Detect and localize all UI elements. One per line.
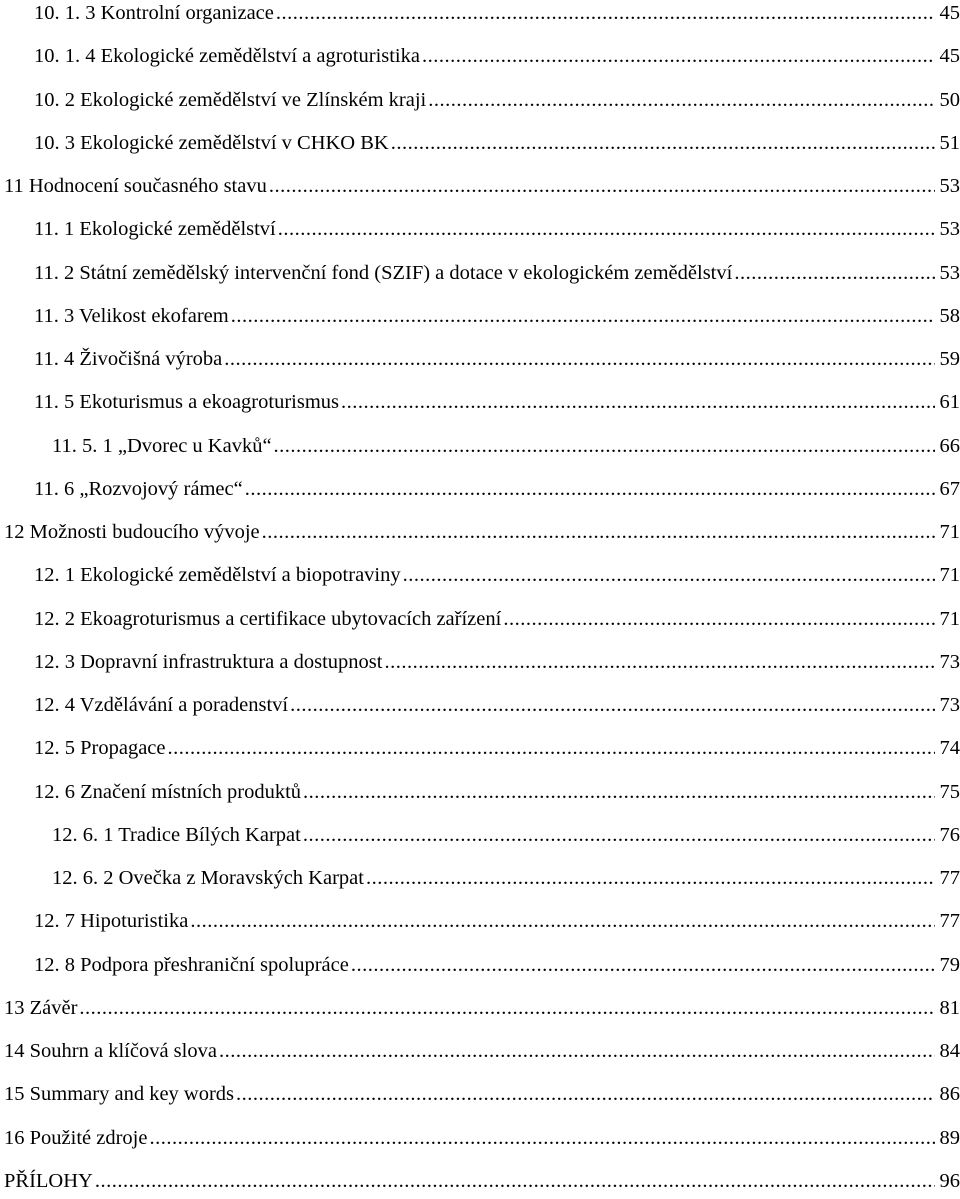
toc-dot-leader xyxy=(95,1165,935,1197)
toc-dot-leader xyxy=(384,646,935,678)
toc-entry-page-number: 73 xyxy=(939,694,960,716)
toc-entry-title: 12. 2 Ekoagroturismus a certifikace ubytovacích zařízení xyxy=(34,607,502,630)
toc-entry-title: 14 Souhrn a klíčová slova xyxy=(4,1040,217,1062)
toc-entry-title: 11. 5. 1 „Dvorec u Kavků“ xyxy=(52,434,272,457)
toc-entry-page-number: 89 xyxy=(939,1126,960,1149)
toc-dot-leader xyxy=(428,84,935,116)
toc-entry-page-number: 77 xyxy=(939,867,960,889)
toc-entry-title: 10. 1. 3 Kontrolní organizace xyxy=(34,2,274,24)
toc-dot-leader xyxy=(168,732,936,764)
toc-dot-leader xyxy=(290,689,935,721)
toc-entry-page-number: 67 xyxy=(939,477,960,500)
toc-entry-title: PŘÍLOHY xyxy=(4,1169,93,1192)
toc-entry-title: 10. 2 Ekologické zemědělství ve Zlínském kraji xyxy=(34,88,427,111)
toc-entry-title: 13 Závěr xyxy=(4,996,78,1019)
toc-entry[interactable] xyxy=(34,559,960,591)
toc-dot-leader xyxy=(224,343,935,375)
toc-entry-page-number: 71 xyxy=(939,521,960,543)
toc-entry-title: 12. 6 Značení místních produktů xyxy=(34,780,302,803)
toc-entry-title: 11. 6 „Rozvojový rámec“ xyxy=(34,477,243,500)
toc-entry[interactable] xyxy=(34,603,960,635)
toc-entry-page-number: 71 xyxy=(939,607,960,630)
toc-dot-leader xyxy=(391,127,935,159)
toc-dot-leader xyxy=(269,170,935,202)
toc-dot-leader xyxy=(262,516,935,548)
toc-entry-title: 16 Použité zdroje xyxy=(4,1126,148,1149)
toc-entry[interactable] xyxy=(4,1078,960,1110)
toc-entry-page-number: 53 xyxy=(939,175,960,197)
toc-dot-leader xyxy=(503,603,935,635)
toc-entry-page-number: 73 xyxy=(939,650,960,673)
toc-entry[interactable] xyxy=(4,992,960,1024)
toc-entry-page-number: 76 xyxy=(939,823,960,846)
toc-entry[interactable] xyxy=(34,127,960,159)
toc-dot-leader xyxy=(303,819,935,851)
toc-entry-page-number: 66 xyxy=(939,434,960,457)
toc-entry-title: 12. 5 Propagace xyxy=(34,737,166,760)
toc-entry-title: 12. 1 Ekologické zemědělství a biopotraviny xyxy=(34,564,401,587)
toc-entry-title: 11 Hodnocení současného stavu xyxy=(4,175,267,197)
toc-entry[interactable] xyxy=(4,516,960,548)
toc-entry-page-number: 59 xyxy=(939,348,960,370)
toc-dot-leader xyxy=(149,1122,935,1154)
toc-entry-title: 11. 5 Ekoturismus a ekoagroturismus xyxy=(34,391,339,414)
toc-entry[interactable] xyxy=(4,1035,960,1067)
toc-entry-title: 12. 8 Podpora přeshraniční spolupráce xyxy=(34,953,349,976)
toc-entry[interactable] xyxy=(34,300,960,332)
toc-dot-leader xyxy=(303,776,935,808)
toc-entry[interactable] xyxy=(34,213,960,245)
toc-entry[interactable] xyxy=(52,430,960,462)
toc-entry[interactable] xyxy=(4,1165,960,1197)
toc-dot-leader xyxy=(236,1078,935,1110)
toc-entry-title: 12 Možnosti budoucího vývoje xyxy=(4,521,260,543)
toc-entry-page-number: 74 xyxy=(939,737,960,760)
toc-entry-title: 12. 3 Dopravní infrastruktura a dostupnost xyxy=(34,650,383,673)
toc-entry[interactable] xyxy=(34,776,960,808)
toc-dot-leader xyxy=(219,1035,935,1067)
toc-entry[interactable] xyxy=(4,1122,960,1154)
toc-entry-page-number: 51 xyxy=(939,131,960,154)
toc-entry-title: 11. 1 Ekologické zemědělství xyxy=(34,218,276,241)
toc-entry[interactable] xyxy=(34,732,960,764)
toc-entry-title: 12. 4 Vzdělávání a poradenství xyxy=(34,694,289,716)
toc-dot-leader xyxy=(366,862,935,894)
toc-entry-page-number: 71 xyxy=(939,564,960,587)
toc-entry[interactable] xyxy=(34,343,960,375)
toc-entry-page-number: 45 xyxy=(939,2,960,24)
toc-entry-page-number: 53 xyxy=(939,218,960,241)
toc-entry[interactable] xyxy=(34,0,960,29)
toc-dot-leader xyxy=(276,0,935,29)
toc-entry-page-number: 50 xyxy=(939,88,960,111)
toc-dot-leader xyxy=(278,213,935,245)
toc-entry-page-number: 96 xyxy=(939,1169,960,1192)
toc-entry-page-number: 84 xyxy=(939,1040,960,1062)
toc-entry-page-number: 53 xyxy=(939,261,960,284)
toc-dot-leader xyxy=(190,905,935,937)
toc-entry-page-number: 81 xyxy=(939,996,960,1019)
toc-dot-leader xyxy=(245,473,935,505)
toc-entry[interactable] xyxy=(34,257,960,289)
toc-entry-title: 11. 4 Živočišná výroba xyxy=(34,348,223,370)
toc-dot-leader xyxy=(351,949,935,981)
toc-entry[interactable] xyxy=(34,646,960,678)
toc-dot-leader xyxy=(79,992,935,1024)
toc-entry-title: 11. 2 Státní zemědělský intervenční fond (SZIF) a dotace v ekologickém zemědělství xyxy=(34,261,733,284)
toc-entry[interactable] xyxy=(34,386,960,418)
toc-entry-title: 12. 6. 1 Tradice Bílých Karpat xyxy=(52,823,301,846)
toc-dot-leader xyxy=(734,257,935,289)
toc-entry-page-number: 61 xyxy=(939,391,960,414)
toc-entry-title: 10. 1. 4 Ekologické zemědělství a agroturistika xyxy=(34,45,420,68)
toc-dot-leader xyxy=(231,300,935,332)
toc-entry-title: 10. 3 Ekologické zemědělství v CHKO BK xyxy=(34,131,389,154)
toc-dot-leader xyxy=(422,40,935,72)
toc-entry-title: 12. 7 Hipoturistika xyxy=(34,910,189,933)
toc-entry-title: 11. 3 Velikost ekofarem xyxy=(34,304,229,327)
toc-entry-page-number: 77 xyxy=(939,910,960,933)
toc-entry-page-number: 58 xyxy=(939,304,960,327)
toc-entry-title: 12. 6. 2 Ovečka z Moravských Karpat xyxy=(52,867,364,889)
toc-entry[interactable] xyxy=(34,949,960,981)
toc-dot-leader xyxy=(403,559,935,591)
toc-entry[interactable] xyxy=(4,170,960,202)
toc-entry-page-number: 86 xyxy=(939,1083,960,1106)
toc-entry[interactable] xyxy=(34,905,960,937)
toc-entry[interactable] xyxy=(52,819,960,851)
toc-dot-leader xyxy=(274,430,935,462)
toc-entry-page-number: 79 xyxy=(939,953,960,976)
toc-entry[interactable] xyxy=(34,40,960,72)
toc-entry[interactable] xyxy=(52,862,960,894)
toc-dot-leader xyxy=(341,386,935,418)
toc-entry-page-number: 45 xyxy=(939,45,960,68)
toc-entry[interactable] xyxy=(34,473,960,505)
toc-entry-title: 15 Summary and key words xyxy=(4,1083,235,1106)
toc-entry[interactable] xyxy=(34,84,960,116)
toc-entry[interactable] xyxy=(34,689,960,721)
toc-entry-page-number: 75 xyxy=(939,780,960,803)
